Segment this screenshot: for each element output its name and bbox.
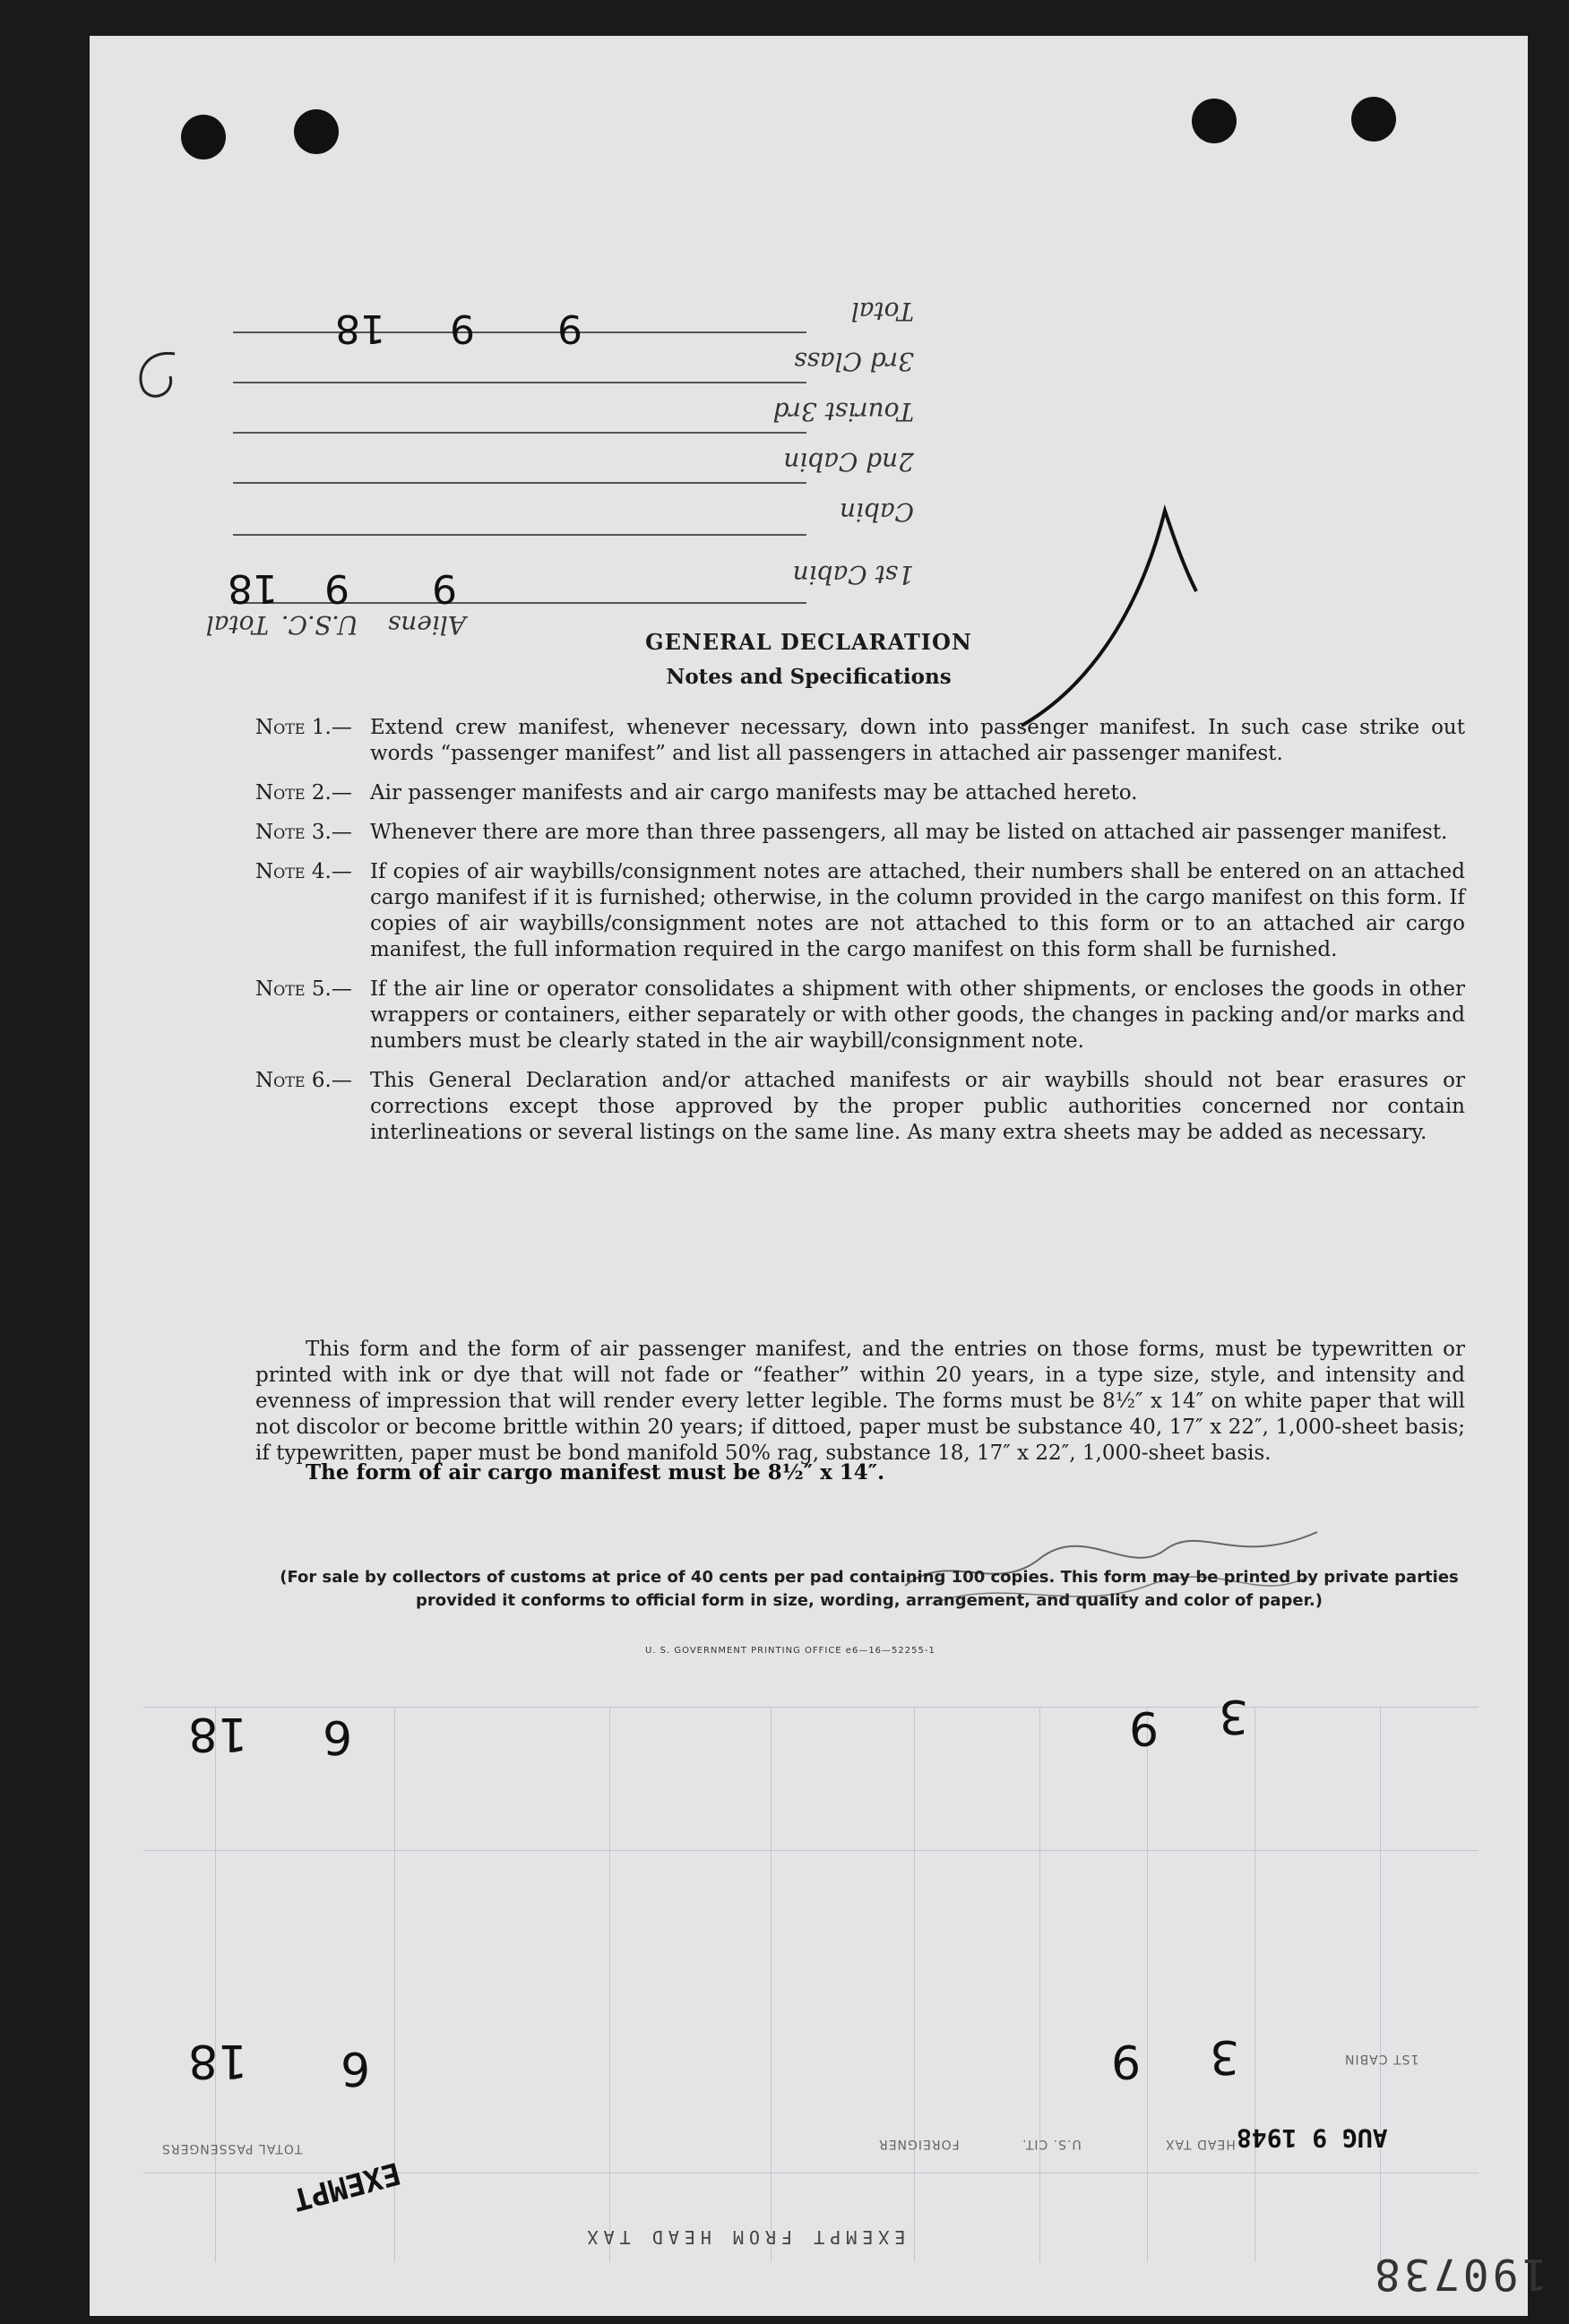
handwritten-count: 3 [1219, 1689, 1249, 1743]
document-page [90, 36, 1548, 2316]
tally-row-label: 3rd Class [794, 347, 914, 376]
tally-row-label: Tourist 3rd [772, 397, 914, 426]
handwritten-total: 18 [188, 1707, 248, 1760]
tally-line [233, 482, 806, 484]
note-item [255, 859, 1465, 963]
printer-imprint: U. S. GOVERNMENT PRINTING OFFICE e6—16—52255-1 [645, 1646, 935, 1656]
notes-list [255, 715, 1465, 1159]
tally-row-label: Cabin [839, 497, 914, 527]
note-label: Note 2.— [255, 781, 352, 805]
tally-line [233, 382, 806, 383]
check-mark [1004, 484, 1219, 735]
note-text: This General Declaration and/or attached manifests or air waybills should not bear erasures or corrections except those approved by the proper public authorities concerned nor contain interlineations or several listings on the same line. As many extra sheets may be added as necessary. [370, 1069, 1465, 1144]
tally-col-header: U.S.C. [280, 610, 358, 640]
form-rule [143, 1850, 1478, 1851]
form-column-rule [215, 1707, 216, 2262]
column-label: FOREIGNER [878, 2137, 960, 2151]
form-column-rule [1147, 1707, 1148, 2262]
date-stamp: AUG 9 1948 [1237, 2123, 1388, 2153]
handwritten-count: 9 [1129, 1700, 1160, 1754]
tally-line [233, 331, 806, 333]
note-item [255, 820, 1465, 846]
note-label: Note 5.— [255, 977, 352, 1001]
column-label: TOTAL PASSENGERS [161, 2141, 303, 2156]
punch-hole [1351, 97, 1396, 142]
form-column-rule [914, 1707, 915, 2262]
note-item [255, 780, 1465, 806]
head-tax-exemption-bar: EXEMPT FROM HEAD TAX [582, 2226, 906, 2248]
tally-line [233, 534, 806, 536]
tally-value: 9 [557, 306, 582, 351]
note-text: If the air line or operator consolidates a shipment with other shipments, or encloses the goods in other wrappers or containers, either separately or with other goods, the changes in packing and/or marks and numbers must be clearly stated in the air waybill/consignment note. [370, 977, 1465, 1053]
form-title: GENERAL DECLARATION [645, 629, 972, 655]
note-label: Note 4.— [255, 860, 352, 883]
tally-row-label: 2nd Cabin [783, 447, 914, 477]
punch-hole [1192, 99, 1237, 143]
punch-hole [294, 109, 339, 154]
note-item [255, 715, 1465, 767]
handwritten-total: 18 [188, 2034, 248, 2087]
note-label: Note 3.— [255, 821, 352, 844]
handwritten-count: 6 [323, 1709, 353, 1763]
note-text: Air passenger manifests and air cargo manifests may be attached hereto. [370, 781, 1138, 805]
serial-number: 190738 [1371, 2249, 1548, 2299]
handwritten-count: 9 [1111, 2034, 1142, 2087]
tally-row-label: 1st Cabin [792, 560, 914, 590]
form-rule [143, 1707, 1478, 1708]
form-column-rule [1039, 1707, 1040, 2262]
sale-notice: (For sale by collectors of customs at price of 40 cents per pad containing 100 copies. This form may be printed by private parties provided it conforms to official form in size, wording, arrangement, and quality and color of paper.) [280, 1568, 1459, 1610]
form-subtitle: Notes and Specifications [666, 665, 952, 689]
note-text: Whenever there are more than three passengers, all may be listed on attached air passenger manifest. [370, 821, 1448, 844]
circle-mark [125, 345, 188, 408]
tally-col-header: Total [205, 610, 269, 640]
form-column-rule [1254, 1707, 1255, 2262]
tally-block [205, 260, 914, 640]
column-label: 1ST CABIN [1344, 2052, 1419, 2066]
note-text: Extend crew manifest, whenever necessary, down into passenger manifest. In such case strike out words “passenger manifest” and list all passengers in attached air passenger manifest. [370, 716, 1465, 765]
tally-value: 18 [335, 306, 385, 351]
note-item [255, 1068, 1465, 1146]
tally-value: 9 [432, 565, 457, 611]
tally-value: 9 [450, 306, 475, 351]
note-label: Note 1.— [255, 716, 352, 739]
tally-line [233, 602, 806, 604]
note-text: If copies of air waybills/consignment notes are attached, their numbers shall be entered on an attached cargo manifest if it is furnished; otherwise, in the column provided in the cargo manifest on this form. If copies of air waybills/consignment notes are not attached to this form or to an attached air cargo manifest, the full information required in the cargo manifest on this form shall be furnished. [370, 860, 1465, 961]
form-column-rule [609, 1707, 610, 2262]
tally-value: 18 [228, 565, 278, 611]
tally-value: 9 [324, 565, 349, 611]
cargo-manifest-size: The form of air cargo manifest must be 8½″ x 14″. [306, 1460, 885, 1485]
tally-col-header: Aliens [387, 610, 466, 640]
note-item [255, 977, 1465, 1054]
handwritten-count: 3 [1210, 2029, 1240, 2083]
note-label: Note 6.— [255, 1069, 352, 1092]
exempt-stamp: EXEMPT [288, 2154, 404, 2218]
column-label: U.S. CIT. [1022, 2137, 1082, 2151]
form-column-rule [1380, 1707, 1381, 2262]
column-label: HEAD TAX [1165, 2137, 1236, 2151]
handwritten-count: 6 [341, 2041, 371, 2095]
requirements-paragraph: This form and the form of air passenger manifest, and the entries on those forms, must be typewritten or printed with ink or dye that will not fade or “feather” within 20 years, in a type size, style, and intensity and evenness of impression that will render every letter legible. The forms must be 8½″ x 14″ on white paper that will not discolor or become brittle within 20 years; if dittoed, paper must be substance 40, 17″ x 22″, 1,000-sheet basis; if typewritten, paper must be bond manifold 50% rag, substance 18, 17″ x 22″, 1,000-sheet basis. [255, 1338, 1465, 1465]
punch-hole [181, 115, 226, 159]
form-column-rule [771, 1707, 772, 2262]
tally-line [233, 432, 806, 434]
tally-row-label: Total [850, 297, 914, 326]
